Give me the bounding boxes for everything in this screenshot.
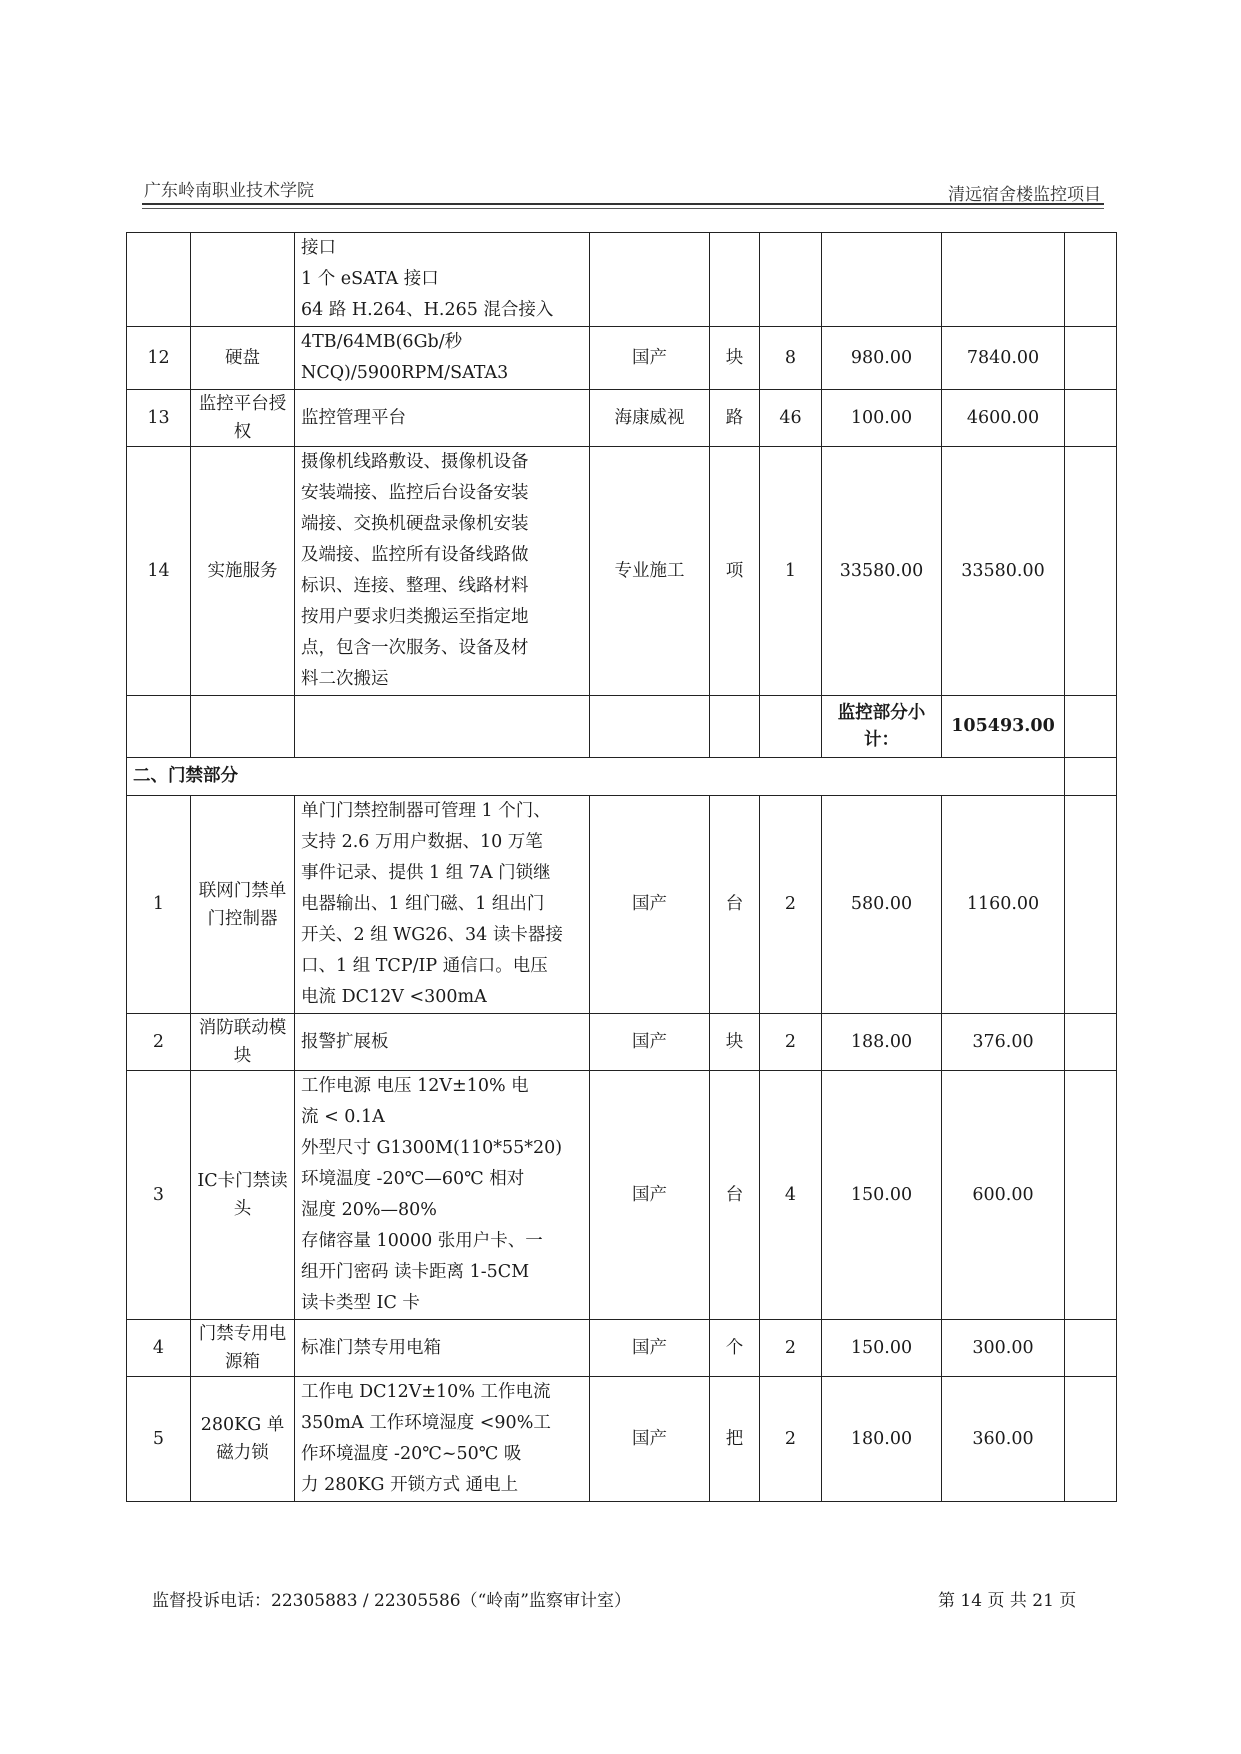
section-title: 二、门禁部分 (127, 758, 1065, 796)
item-brand: 国产 (590, 1320, 710, 1377)
spec-line: 组开门密码 读卡距离 1-5CM (301, 1262, 530, 1282)
item-remark (1065, 233, 1117, 327)
table-body-monitoring (127, 233, 1117, 696)
subtotal-value: 105493.00 (942, 696, 1065, 758)
spec-line: 单门门禁控制器可管理 1 个门、 (301, 801, 551, 821)
item-spec (295, 1377, 590, 1502)
subtotal-label: 监控部分小计： (822, 696, 942, 758)
item-unit (710, 233, 760, 327)
spec-line: 摄像机线路敷设、摄像机设备 (301, 452, 529, 472)
spec-line: 电流 DC12V <300mA (301, 987, 487, 1007)
item-total: 376.00 (942, 1014, 1065, 1071)
item-total: 360.00 (942, 1377, 1065, 1502)
item-total: 300.00 (942, 1320, 1065, 1377)
spec-line: 开关、2 组 WG26、34 读卡器接 (301, 925, 563, 945)
subtotal-row (127, 696, 1117, 758)
quotation-table (126, 232, 1117, 1502)
spec-line: 支持 2.6 万用户数据、10 万笔 (301, 832, 543, 852)
table-body-access (127, 796, 1117, 1502)
item-name: 硬盘 (191, 327, 295, 390)
spec-line: 1 个 eSATA 接口 (301, 269, 439, 289)
spec-line: 读卡类型 IC 卡 (301, 1293, 420, 1313)
item-total: 7840.00 (942, 327, 1065, 390)
table-row (127, 327, 1117, 390)
table-row (127, 1377, 1117, 1502)
item-number: 4 (127, 1320, 191, 1377)
item-quantity: 1 (760, 447, 822, 696)
item-remark (1065, 1071, 1117, 1320)
table-row (127, 796, 1117, 1014)
item-unit: 台 (710, 796, 760, 1014)
item-remark (1065, 390, 1117, 447)
item-quantity: 4 (760, 1071, 822, 1320)
spec-line: 外型尺寸 G1300M(110*55*20) (301, 1138, 563, 1158)
item-quantity: 2 (760, 1377, 822, 1502)
footer-hotline: 监督投诉电话：22305883 / 22305586（“岭南”监察审计室） (152, 1591, 631, 1611)
item-number: 1 (127, 796, 191, 1014)
spec-line: 接口 (301, 238, 336, 258)
item-number: 12 (127, 327, 191, 390)
item-name: 消防联动模块 (191, 1014, 295, 1071)
spec-line: 电器输出、1 组门磁、1 组出门 (301, 894, 545, 914)
spec-line: 4TB/64MB(6Gb/秒 (301, 332, 463, 352)
spec-line: 350mA 工作环境湿度 <90%工 (301, 1413, 551, 1433)
header-org: 广东岭南职业技术学院 (144, 181, 314, 201)
spec-line: 湿度 20%—80% (301, 1200, 437, 1220)
spec-line: 料二次搬运 (301, 669, 389, 689)
item-name: 门禁专用电源箱 (191, 1320, 295, 1377)
item-name (191, 233, 295, 327)
spec-line: 端接、交换机硬盘录像机安装 (301, 514, 529, 534)
item-unit: 把 (710, 1377, 760, 1502)
header-rule (142, 203, 1104, 205)
item-quantity: 2 (760, 1320, 822, 1377)
spec-line: 环境温度 -20℃—60℃ 相对 (301, 1169, 525, 1189)
spec-line: 作环境温度 -20℃~50℃ 吸 (301, 1444, 522, 1464)
section-row (127, 758, 1117, 796)
item-remark (1065, 327, 1117, 390)
item-brand: 国产 (590, 327, 710, 390)
spec-line: 工作电 DC12V±10% 工作电流 (301, 1382, 551, 1402)
item-unit-price: 100.00 (822, 390, 942, 447)
spec-line: 口、1 组 TCP/IP 通信口。电压 (301, 956, 548, 976)
item-name: 监控平台授权 (191, 390, 295, 447)
spec-line: 报警扩展板 (301, 1031, 389, 1052)
item-brand: 专业施工 (590, 447, 710, 696)
footer-page-number: 第 14 页 共 21 页 (938, 1591, 1077, 1611)
item-number: 2 (127, 1014, 191, 1071)
item-unit: 块 (710, 327, 760, 390)
item-unit: 块 (710, 1014, 760, 1071)
item-spec (295, 796, 590, 1014)
table-row (127, 390, 1117, 447)
item-total: 33580.00 (942, 447, 1065, 696)
item-unit-price: 150.00 (822, 1320, 942, 1377)
item-number: 13 (127, 390, 191, 447)
item-spec (295, 1320, 590, 1377)
table-row (127, 1320, 1117, 1377)
item-unit-price: 150.00 (822, 1071, 942, 1320)
subtotal-row-group (127, 696, 1117, 796)
item-unit: 项 (710, 447, 760, 696)
spec-line: 标准门禁专用电箱 (301, 1337, 441, 1358)
item-unit: 个 (710, 1320, 760, 1377)
item-brand: 国产 (590, 1071, 710, 1320)
item-remark (1065, 796, 1117, 1014)
item-brand: 海康威视 (590, 390, 710, 447)
item-quantity (760, 233, 822, 327)
item-quantity: 2 (760, 796, 822, 1014)
spec-line: 存储容量 10000 张用户卡、一 (301, 1231, 543, 1251)
header-project: 清远宿舍楼监控项目 (948, 185, 1101, 205)
item-unit-price: 580.00 (822, 796, 942, 1014)
spec-line: 事件记录、提供 1 组 7A 门锁继 (301, 863, 551, 883)
item-unit-price: 33580.00 (822, 447, 942, 696)
item-total: 1160.00 (942, 796, 1065, 1014)
item-unit-price: 980.00 (822, 327, 942, 390)
item-total: 600.00 (942, 1071, 1065, 1320)
item-number: 5 (127, 1377, 191, 1502)
item-brand: 国产 (590, 796, 710, 1014)
table-row (127, 233, 1117, 327)
item-brand: 国产 (590, 1014, 710, 1071)
item-unit-price: 180.00 (822, 1377, 942, 1502)
item-unit-price (822, 233, 942, 327)
item-remark (1065, 1320, 1117, 1377)
item-unit: 台 (710, 1071, 760, 1320)
item-spec (295, 233, 590, 327)
item-name: IC卡门禁读头 (191, 1071, 295, 1320)
spec-line: 64 路 H.264、H.265 混合接入 (301, 300, 554, 320)
item-remark (1065, 1377, 1117, 1502)
spec-line: 工作电源 电压 12V±10% 电 (301, 1076, 529, 1096)
item-spec (295, 447, 590, 696)
spec-line: 监控管理平台 (301, 407, 406, 428)
spec-line: 标识、连接、整理、线路材料 (301, 576, 529, 596)
item-quantity: 8 (760, 327, 822, 390)
item-brand: 国产 (590, 1377, 710, 1502)
item-remark (1065, 447, 1117, 696)
item-brand (590, 233, 710, 327)
item-spec (295, 1071, 590, 1320)
item-number (127, 233, 191, 327)
spec-line: 按用户要求归类搬运至指定地 (301, 607, 529, 627)
item-total: 4600.00 (942, 390, 1065, 447)
item-spec (295, 1014, 590, 1071)
header-rule-thin (142, 208, 1104, 209)
item-unit-price: 188.00 (822, 1014, 942, 1071)
item-name: 联网门禁单门控制器 (191, 796, 295, 1014)
item-remark (1065, 1014, 1117, 1071)
spec-line: 流 < 0.1A (301, 1107, 385, 1127)
table-row (127, 447, 1117, 696)
item-unit: 路 (710, 390, 760, 447)
spec-line: 点，包含一次服务、设备及材 (301, 638, 529, 658)
item-quantity: 2 (760, 1014, 822, 1071)
spec-line: NCQ)/5900RPM/SATA3 (301, 363, 509, 383)
item-name: 280KG 单磁力锁 (191, 1377, 295, 1502)
item-number: 3 (127, 1071, 191, 1320)
item-quantity: 46 (760, 390, 822, 447)
item-number: 14 (127, 447, 191, 696)
spec-line: 及端接、监控所有设备线路做 (301, 545, 529, 565)
table-row (127, 1014, 1117, 1071)
item-name: 实施服务 (191, 447, 295, 696)
item-spec (295, 327, 590, 390)
table-row (127, 1071, 1117, 1320)
item-spec (295, 390, 590, 447)
spec-line: 力 280KG 开锁方式 通电上 (301, 1475, 519, 1495)
item-total (942, 233, 1065, 327)
spec-line: 安装端接、监控后台设备安装 (301, 483, 529, 503)
